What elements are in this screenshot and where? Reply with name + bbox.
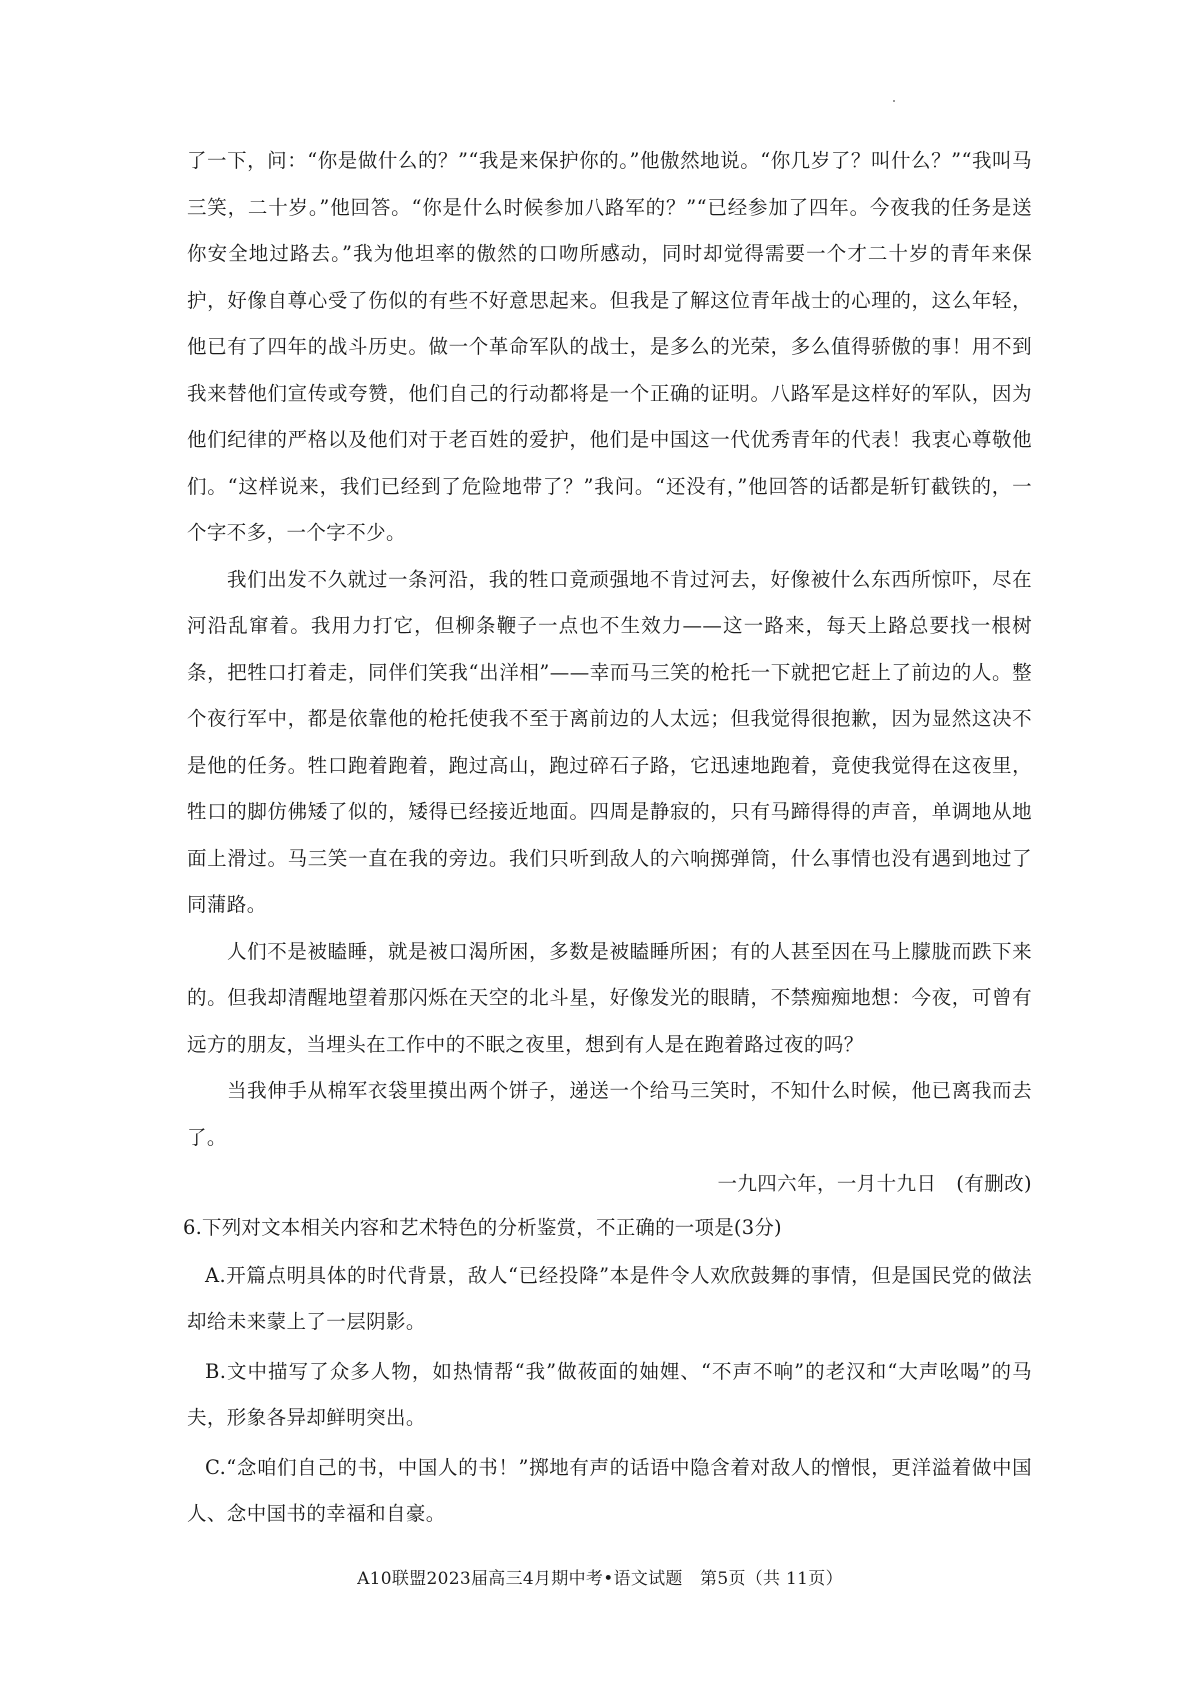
- question-6-option-c: C.“念咱们自己的书，中国人的书！”掷地有声的话语中隐含着对敌人的憎恨，更洋溢着做中国人、念中国书的幸福和自豪。: [187, 1456, 1032, 1525]
- exam-page: [183, 138, 1032, 1537]
- question-6-option-b: B.文中描写了众多人物，如热情帮“我”做莜面的妯娌、“不声不响”的老汉和“大声吆喝”的马夫，形象各异却鲜明突出。: [187, 1360, 1032, 1429]
- page-footer: A10联盟2023届高三4月期中考•语文试题 第5页（共 11页）: [357, 1569, 843, 1589]
- scan-speck: [893, 100, 895, 102]
- passage-date-line: 一九四六年，一月十九日 (有删改): [717, 1172, 1032, 1195]
- passage-paragraph-4: 当我伸手从棉军衣袋里摸出两个饼子，递送一个给马三笑时，不知什么时候，他已离我而去了。: [187, 1079, 1032, 1149]
- passage-paragraph-1: 了一下，问：“你是做什么的？”“我是来保护你的。”他傲然地说。“你几岁了？叫什么？”“我叫马三笑，二十岁。”他回答。“你是什么时候参加八路军的？”“已经参加了四年。今夜我的任务是送你安全地过路去。”我为他坦率的傲然的口吻所感动，同时却觉得需要一个才二十岁的青年来保护，好像自尊心受了伤似的有些不好意思起来。但我是了解这位青年战士的心理的，这么年轻，他已有了四年的战斗历史。做一个革命军队的战士，是多么的光荣，多么值得骄傲的事！用不到我来替他们宣传或夸赞，他们自己的行动都将是一个正确的证明。八路军是这样好的军队，因为他们纪律的严格以及他们对于老百姓的爱护，他们是中国这一代优秀青年的代表！我衷心尊敬他们。“这样说来，我们已经到了危险地带了？”我问。“还没有，”他回答的话都是斩钉截铁的，一个字不多，一个字不少。: [187, 149, 1032, 544]
- passage-paragraph-3: 人们不是被瞌睡，就是被口渴所困，多数是被瞌睡所困；有的人甚至因在马上朦胧而跌下来的。但我却清醒地望着那闪烁在天空的北斗星，好像发光的眼睛，不禁痴痴地想：今夜，可曾有远方的朋友，当埋头在工作中的不眠之夜里，想到有人是在跑着路过夜的吗？: [187, 939, 1032, 1056]
- question-6-stem: 6.下列对文本相关内容和艺术特色的分析鉴赏，不正确的一项是(3分): [183, 1216, 782, 1239]
- question-6-option-a: A.开篇点明具体的时代背景，敌人“已经投降”本是件令人欢欣鼓舞的事情，但是国民党的做法却给未来蒙上了一层阴影。: [187, 1264, 1032, 1333]
- passage-paragraph-2: 我们出发不久就过一条河沿，我的牲口竟顽强地不肯过河去，好像被什么东西所惊吓，尽在河沿乱窜着。我用力打它，但柳条鞭子一点也不生效力——这一路来，每天上路总要找一根树条，把牲口打着走，同伴们笑我“出洋相”——幸而马三笑的枪托一下就把它赶上了前边的人。整个夜行军中，都是依靠他的枪托使我不至于离前边的人太远；但我觉得很抱歉，因为显然这决不是他的任务。牲口跑着跑着，跑过高山，跑过碎石子路，它迅速地跑着，竟使我觉得在这夜里，牲口的脚仿佛矮了似的，矮得已经接近地面。四周是静寂的，只有马蹄得得的声音，单调地从地面上滑过。马三笑一直在我的旁边。我们只听到敌人的六响掷弹筒，什么事情也没有遇到地过了同蒲路。: [187, 567, 1032, 916]
